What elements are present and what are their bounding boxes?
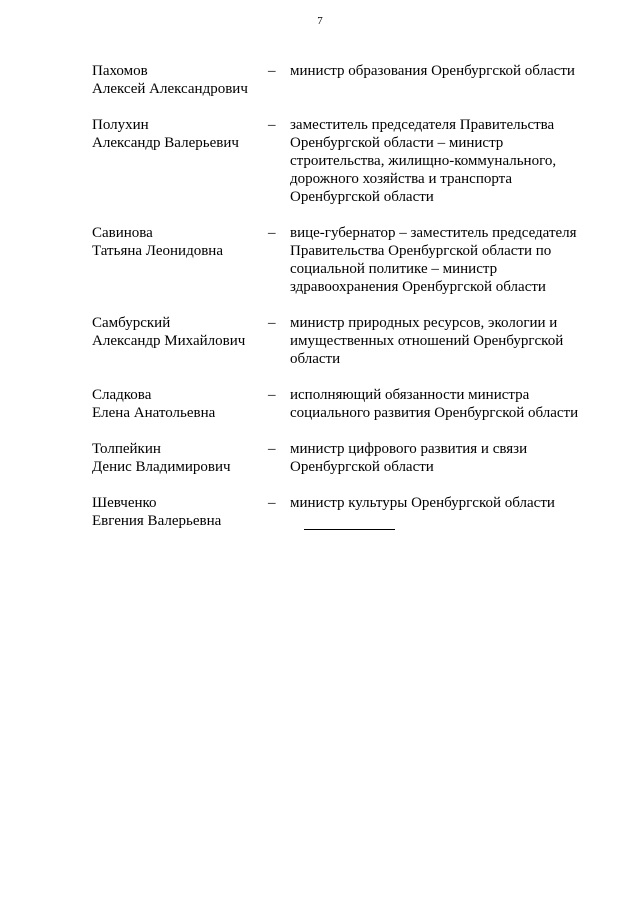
closing-rule: [304, 529, 395, 530]
member-surname: Полухин: [92, 117, 149, 133]
member-row: [92, 494, 602, 530]
member-position: министр образования Оренбургской области: [290, 63, 575, 79]
member-position: исполняющий обязанности министра социального развития Оренбургской области: [290, 387, 579, 421]
member-name: [92, 494, 268, 530]
member-given-names: Евгения Валерьевна: [92, 513, 222, 529]
member-surname: Шевченко: [92, 495, 157, 511]
member-row: [92, 386, 602, 422]
member-row: [92, 116, 602, 206]
member-list: [92, 62, 602, 548]
dash-separator: –: [268, 63, 276, 79]
member-surname: Толпейкин: [92, 441, 161, 457]
member-row: [92, 440, 602, 476]
member-name: [92, 116, 268, 152]
member-surname: Пахомов: [92, 63, 148, 79]
dash-separator: –: [268, 225, 276, 241]
page-number: 7: [317, 15, 323, 27]
member-given-names: Елена Анатольевна: [92, 405, 216, 421]
member-given-names: Алексей Александрович: [92, 81, 248, 97]
dash-separator: –: [268, 117, 276, 133]
member-name: [92, 62, 268, 98]
member-surname: Сладкова: [92, 387, 152, 403]
member-position: министр культуры Оренбургской области: [290, 495, 555, 511]
member-surname: Самбурский: [92, 315, 171, 331]
member-row: [92, 314, 602, 368]
member-row: [92, 224, 602, 296]
dash-separator: –: [268, 315, 276, 331]
dash-separator: –: [268, 495, 276, 511]
member-given-names: Татьяна Леонидовна: [92, 243, 223, 259]
dash-separator: –: [268, 441, 276, 457]
member-position: заместитель председателя Правительства Оренбургской области – министр строительства, жилищно-коммунального, дорожного хозяйства и транспорта Оренбургской области: [290, 117, 557, 205]
member-surname: Савинова: [92, 225, 153, 241]
member-given-names: Денис Владимирович: [92, 459, 231, 475]
member-row: [92, 62, 602, 98]
member-position: министр природных ресурсов, экологии и имущественных отношений Оренбургской области: [290, 315, 564, 367]
member-name: [92, 386, 268, 422]
member-name: [92, 314, 268, 350]
member-given-names: Александр Валерьевич: [92, 135, 239, 151]
dash-separator: –: [268, 387, 276, 403]
member-name: [92, 440, 268, 476]
member-position: министр цифрового развития и связи Оренбургской области: [290, 441, 528, 475]
member-name: [92, 224, 268, 260]
member-given-names: Александр Михайлович: [92, 333, 246, 349]
member-position: вице-губернатор – заместитель председателя Правительства Оренбургской области по социальной политике – министр здравоохранения Оренбургской области: [290, 225, 577, 295]
